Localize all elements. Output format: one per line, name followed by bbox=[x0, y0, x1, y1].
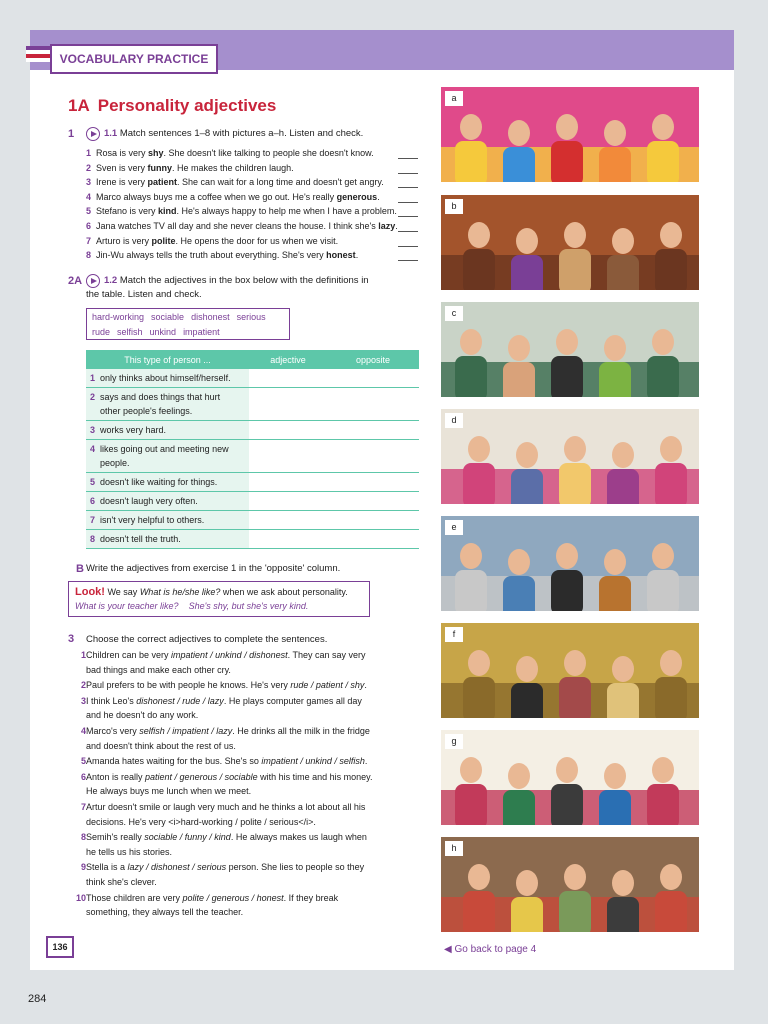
picture-b bbox=[441, 195, 699, 290]
answer-blank[interactable] bbox=[398, 158, 418, 159]
item-number: 5 bbox=[80, 756, 86, 767]
answer-blank[interactable] bbox=[398, 173, 418, 174]
opposite-cell[interactable] bbox=[327, 473, 419, 492]
definition-text: works very hard. bbox=[100, 425, 167, 435]
table-row bbox=[86, 492, 419, 511]
target-adjective: polite bbox=[151, 235, 176, 246]
sentence-text: . He opens the door for us when we visit. bbox=[175, 235, 339, 246]
back-arrow-icon: ◀ bbox=[444, 944, 452, 955]
sentence-text: . He's always happy to help me when I have a problem. bbox=[176, 206, 397, 217]
adjective-cell[interactable] bbox=[249, 473, 327, 492]
exercise-2a-instruction bbox=[104, 274, 369, 287]
illustration-image bbox=[441, 87, 699, 182]
word-option: sociable bbox=[151, 312, 185, 322]
picture-h bbox=[441, 837, 699, 932]
sentence-text: Arturo is very bbox=[96, 235, 152, 246]
opposite-cell[interactable] bbox=[327, 530, 419, 549]
exercise-3-sentence bbox=[80, 678, 376, 693]
item-number: 4 bbox=[90, 444, 96, 454]
exercise-1-sentence bbox=[86, 161, 294, 176]
item-number: 8 bbox=[80, 832, 86, 843]
exercise-1-sentence bbox=[86, 146, 374, 161]
table-header-person: This type of person ... bbox=[86, 350, 249, 369]
item-number: 2 bbox=[86, 162, 92, 173]
opposite-cell[interactable] bbox=[327, 369, 419, 388]
definition-cell bbox=[86, 388, 249, 421]
exercise-3-sentence bbox=[80, 860, 376, 889]
word-option: serious bbox=[236, 312, 266, 322]
item-number: 2 bbox=[80, 680, 86, 691]
section-label: VOCABULARY PRACTICE bbox=[50, 44, 218, 74]
exercise-1-number: 1 bbox=[68, 128, 75, 140]
exercise-1-sentence bbox=[86, 175, 384, 190]
exercise-3-instruction: Choose the correct adjectives to complete the sentences. bbox=[86, 634, 328, 645]
instruction-text: Match sentences 1–8 with pictures a–h. Listen and check. bbox=[119, 128, 364, 139]
item-number: 3 bbox=[80, 695, 86, 706]
exercise-1-instruction bbox=[104, 127, 363, 140]
exercise-1-sentence bbox=[86, 204, 397, 219]
target-adjective: generous bbox=[336, 191, 378, 202]
exercise-3-sentence bbox=[80, 724, 376, 753]
adjective-cell[interactable] bbox=[249, 421, 327, 440]
exercise-3-sentence bbox=[80, 800, 376, 829]
sentence-line: bad things and make each other cry. bbox=[86, 664, 231, 675]
exercise-1-sentence bbox=[86, 190, 380, 205]
go-back-link[interactable] bbox=[444, 944, 536, 955]
sentence-text: Marco always buys me a coffee when we go out. He's really bbox=[96, 191, 337, 202]
item-number: 6 bbox=[90, 496, 96, 506]
target-adjective: shy bbox=[148, 148, 164, 158]
item-number: 6 bbox=[86, 221, 92, 231]
look-example-answer: She's shy, but she's very kind. bbox=[188, 601, 309, 611]
word-box-row bbox=[92, 325, 284, 340]
word-box-row bbox=[92, 310, 284, 325]
illustration-image bbox=[441, 516, 699, 611]
item-number: 1 bbox=[80, 650, 86, 660]
definition-cell bbox=[86, 473, 249, 492]
item-number: 1 bbox=[90, 373, 96, 383]
table-header-opposite: opposite bbox=[327, 350, 419, 369]
picture-label: a bbox=[445, 91, 463, 106]
word-option: impatient bbox=[183, 327, 220, 337]
adjective-cell[interactable] bbox=[249, 440, 327, 473]
opposite-cell[interactable] bbox=[327, 421, 419, 440]
table-row bbox=[86, 511, 419, 530]
adjective-cell[interactable] bbox=[249, 388, 327, 421]
item-number: 5 bbox=[86, 206, 92, 217]
workbook-page bbox=[30, 30, 734, 970]
audio-play-icon[interactable] bbox=[86, 274, 100, 288]
table-row bbox=[86, 530, 419, 549]
look-box bbox=[68, 581, 370, 617]
look-text: We say bbox=[104, 587, 140, 597]
word-option: dishonest bbox=[191, 312, 230, 322]
sentence-line[interactable]: Anton is really patient / generous / sociable with his time and his money. bbox=[86, 771, 373, 782]
answer-blank[interactable] bbox=[398, 187, 418, 188]
picture-label: h bbox=[445, 841, 463, 856]
answer-blank[interactable] bbox=[398, 231, 418, 232]
picture-label: b bbox=[445, 199, 463, 214]
item-number: 6 bbox=[80, 771, 86, 782]
target-adjective: honest bbox=[326, 250, 356, 261]
sentence-line: something, they always tell the teacher. bbox=[86, 907, 244, 918]
picture-label: c bbox=[445, 306, 463, 321]
document-page-number: 284 bbox=[28, 993, 47, 1005]
item-number: 4 bbox=[86, 191, 92, 202]
adjective-cell[interactable] bbox=[249, 492, 327, 511]
item-number: 8 bbox=[90, 534, 96, 544]
exercise-1-sentence bbox=[86, 248, 358, 263]
target-adjective: kind bbox=[158, 206, 177, 217]
definition-text: isn't very helpful to others. bbox=[100, 515, 205, 525]
definition-cell bbox=[86, 369, 249, 388]
picture-e bbox=[441, 516, 699, 611]
sentence-text: . bbox=[395, 221, 398, 231]
table-row bbox=[86, 369, 419, 388]
definition-cell bbox=[86, 492, 249, 511]
definition-text: says and does things that hurt other people's feelings. bbox=[100, 392, 221, 416]
page-title bbox=[68, 96, 276, 116]
unit-title: Personality adjectives bbox=[97, 96, 277, 115]
exercise-1-sentence bbox=[86, 234, 338, 249]
definition-text: likes going out and meeting new people. bbox=[100, 444, 229, 468]
table-header-adjective: adjective bbox=[249, 350, 327, 369]
word-option: rude bbox=[92, 327, 111, 337]
table-row bbox=[86, 473, 419, 492]
sentence-line: and he doesn't do any work. bbox=[86, 710, 199, 721]
picture-a bbox=[441, 87, 699, 182]
exercise-3-number: 3 bbox=[68, 633, 75, 645]
sentence-line: he tells us his stories. bbox=[86, 846, 173, 857]
sentence-text: . He makes the children laugh. bbox=[172, 162, 294, 173]
item-number: 3 bbox=[86, 177, 92, 188]
picture-label: e bbox=[445, 520, 463, 535]
sentence-text: . She can wait for a long time and doesn't get angry. bbox=[177, 177, 384, 188]
audio-play-icon[interactable] bbox=[86, 127, 100, 141]
answer-blank[interactable] bbox=[398, 216, 418, 217]
word-option: hard-working bbox=[92, 312, 145, 322]
table-row bbox=[86, 440, 419, 473]
adjective-cell[interactable] bbox=[249, 369, 327, 388]
picture-label: f bbox=[445, 627, 463, 642]
picture-d bbox=[441, 409, 699, 504]
track-number: 1.2 bbox=[104, 275, 118, 286]
item-number: 3 bbox=[90, 425, 96, 435]
exercise-2b-number: B bbox=[76, 563, 84, 575]
unit-number: 1A bbox=[68, 96, 90, 115]
definitions-table bbox=[86, 350, 419, 549]
sentence-text: Stefano is very bbox=[96, 206, 159, 217]
illustration-image bbox=[441, 195, 699, 290]
sentence-line[interactable]: Semih's really sociable / funny / kind. He always makes us laugh when bbox=[86, 832, 367, 843]
page-number-box: 136 bbox=[46, 936, 74, 958]
definition-text: only thinks about himself/herself. bbox=[100, 373, 231, 383]
item-number: 5 bbox=[90, 477, 96, 487]
sentence-line: He always buys me lunch when we meet. bbox=[86, 786, 252, 797]
item-number: 4 bbox=[80, 726, 86, 736]
picture-label: g bbox=[445, 734, 463, 749]
illustration-image bbox=[441, 837, 699, 932]
sentence-text: Rosa is very bbox=[96, 148, 149, 158]
picture-c bbox=[441, 302, 699, 397]
word-option: unkind bbox=[149, 327, 177, 337]
exercise-3-sentence bbox=[80, 648, 376, 677]
adjective-cell[interactable] bbox=[249, 530, 327, 549]
opposite-cell[interactable] bbox=[327, 388, 419, 421]
sentence-text: . bbox=[355, 250, 359, 261]
definition-text: doesn't tell the truth. bbox=[100, 534, 181, 544]
exercise-2a-instruction-line2: the table. Listen and check. bbox=[86, 289, 202, 300]
answer-blank[interactable] bbox=[398, 246, 418, 247]
exercise-3-sentence bbox=[80, 770, 376, 799]
item-number: 1 bbox=[86, 148, 92, 158]
item-number: 7 bbox=[90, 515, 96, 525]
sentence-text: Sven is very bbox=[96, 162, 148, 173]
sentence-line[interactable]: Amanda hates waiting for the bus. She's so impatient / unkind / selfish. bbox=[86, 756, 368, 767]
exercise-2a-number: 2A bbox=[68, 275, 83, 287]
item-number: 8 bbox=[86, 250, 92, 261]
table-row bbox=[86, 421, 419, 440]
definition-cell bbox=[86, 440, 249, 473]
look-label: Look! bbox=[75, 586, 105, 598]
opposite-cell[interactable] bbox=[327, 492, 419, 511]
target-adjective: patient bbox=[147, 177, 178, 188]
answer-blank[interactable] bbox=[398, 260, 418, 261]
sentence-line[interactable]: Paul prefers to be with people he knows. He's very rude / patient / shy. bbox=[86, 680, 367, 691]
item-number: 10 bbox=[75, 892, 86, 903]
sentence-line[interactable]: Marco's very selfish / impatient / lazy. He drinks all the milk in the fridge bbox=[86, 726, 370, 736]
sentence-text: Jana watches TV all day and she never cleans the house. I think she's bbox=[96, 221, 379, 231]
sentence-line[interactable]: Those children are very polite / generous / honest. If they break bbox=[86, 892, 339, 903]
table-row bbox=[86, 388, 419, 421]
sentence-line: and doesn't think about the rest of us. bbox=[86, 740, 236, 751]
exercise-3-sentence bbox=[80, 830, 376, 859]
sentence-text: . bbox=[377, 191, 380, 202]
look-question: What is he/she like? bbox=[139, 587, 221, 597]
go-back-text: Go back to page 4 bbox=[454, 944, 537, 955]
exercise-1-sentence bbox=[86, 219, 398, 234]
item-number: 9 bbox=[80, 862, 86, 873]
opposite-cell[interactable] bbox=[327, 511, 419, 530]
sentence-line[interactable]: I think Leo's dishonest / rude / lazy. He plays computer games all day bbox=[86, 695, 362, 706]
illustration-image bbox=[441, 623, 699, 718]
sentence-text: Jin-Wu always tells the truth about everything. She's very bbox=[96, 250, 327, 261]
exercise-3-sentence bbox=[80, 694, 376, 723]
picture-label: d bbox=[445, 413, 463, 428]
sentence-line[interactable]: Children can be very impatient / unkind / dishonest. They can say very bbox=[86, 650, 366, 660]
item-number: 7 bbox=[86, 235, 92, 246]
word-option: selfish bbox=[117, 327, 143, 337]
item-number: 7 bbox=[80, 802, 86, 812]
track-number: 1.1 bbox=[104, 128, 118, 139]
picture-g bbox=[441, 730, 699, 825]
instruction-text: Match the adjectives in the box below with the definitions in bbox=[119, 275, 369, 286]
definition-cell bbox=[86, 530, 249, 549]
illustration-image bbox=[441, 730, 699, 825]
word-box bbox=[86, 308, 290, 340]
definition-text: doesn't laugh very often. bbox=[100, 496, 198, 506]
illustration-image bbox=[441, 302, 699, 397]
exercise-2b-instruction: Write the adjectives from exercise 1 in the 'opposite' column. bbox=[86, 563, 341, 574]
adjective-cell[interactable] bbox=[249, 511, 327, 530]
target-adjective: lazy bbox=[378, 221, 396, 231]
look-text: when we ask about personality. bbox=[220, 587, 348, 597]
item-number: 2 bbox=[90, 392, 96, 402]
picture-f bbox=[441, 623, 699, 718]
target-adjective: funny bbox=[147, 162, 173, 173]
sentence-line: think she's clever. bbox=[86, 876, 157, 887]
sentence-text: Irene is very bbox=[96, 177, 148, 188]
sentence-text: . She doesn't like talking to people she doesn't know. bbox=[163, 148, 374, 158]
illustration-image bbox=[441, 409, 699, 504]
definition-cell bbox=[86, 511, 249, 530]
opposite-cell[interactable] bbox=[327, 440, 419, 473]
definition-cell bbox=[86, 421, 249, 440]
look-example-question: What is your teacher like? bbox=[75, 601, 179, 611]
exercise-3-sentence bbox=[75, 891, 376, 920]
exercise-3-sentence bbox=[80, 754, 376, 769]
sentence-line[interactable]: Artur doesn't smile or laugh very much and he thinks a lot about all his bbox=[86, 802, 366, 812]
definition-text: doesn't like waiting for things. bbox=[100, 477, 218, 487]
sentence-line[interactable]: Stella is a lazy / dishonest / serious person. She lies to people so they bbox=[86, 862, 365, 873]
sentence-line: decisions. He's very <i>hard-working / polite / serious</i>. bbox=[86, 816, 316, 827]
answer-blank[interactable] bbox=[398, 202, 418, 203]
